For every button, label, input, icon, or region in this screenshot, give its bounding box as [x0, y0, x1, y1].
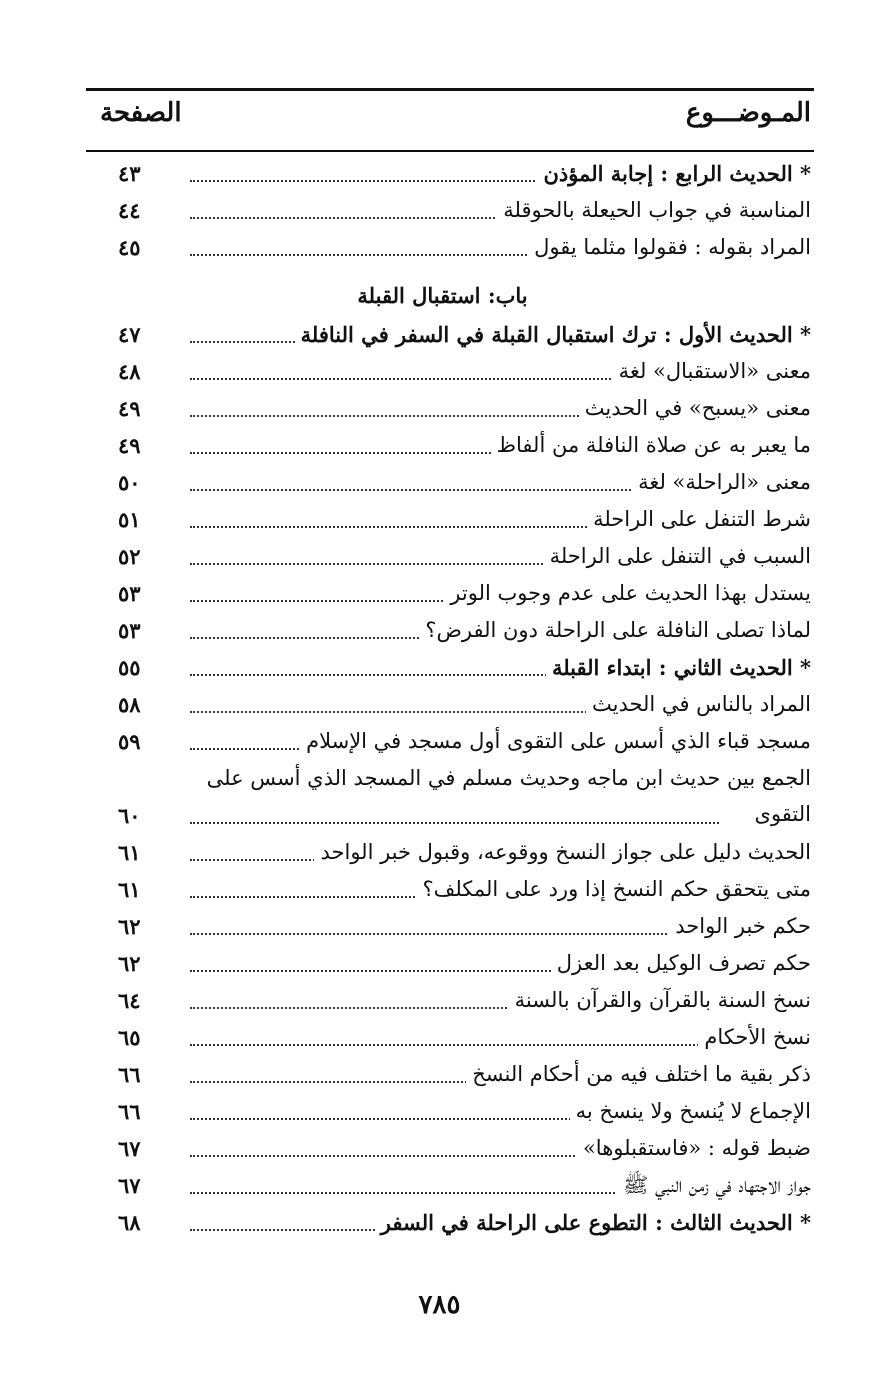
header-top-rule [86, 88, 814, 91]
toc-entry [0, 229, 879, 266]
entry-page-number: ٥٥ [118, 655, 141, 680]
entry-page-number: ٦٢ [118, 951, 141, 976]
toc-entry [0, 612, 879, 649]
toc-entry [0, 538, 879, 575]
entry-title: متى يتحقق حكم النسخ إذا ورد على المكلف؟ [416, 877, 811, 901]
entry-title: حكم تصرف الوكيل بعد العزل [551, 951, 811, 975]
entry-page-number: ٦٥ [118, 1025, 141, 1050]
column-header-page: الصفحة [100, 98, 182, 128]
entry-title: الجمع بين حديث ابن ماجه وحديث مسلم في المسجد الذي أسس على التقوى [206, 766, 811, 826]
entry-title: يستدل بهذا الحديث على عدم وجوب الوتر [444, 581, 811, 605]
entry-title: نسخ السنة بالقرآن والقرآن بالسنة [509, 988, 811, 1012]
entry-page-number: ٥٠ [118, 470, 141, 495]
entry-title: * الحديث الثالث : التطوع على الراحلة في السفر [375, 1210, 811, 1235]
entry-page-number: ٤٥ [118, 235, 141, 260]
entry-title: مسجد قباء الذي أسس على التقوى أول مسجد في الإسلام [300, 729, 811, 753]
entry-title: * الحديث الأول : ترك استقبال القبلة في السفر في النافلة [295, 322, 811, 347]
toc-entry [0, 1056, 879, 1093]
column-header-topic: المـوضـــوع [685, 98, 811, 128]
toc-entry [0, 353, 879, 390]
toc-entry [0, 1019, 879, 1056]
entry-page-number: ٥٩ [118, 729, 141, 754]
toc-entry [0, 834, 879, 871]
section-title: باب: استقبال القبلة [351, 283, 527, 308]
toc-entry [0, 1204, 879, 1241]
toc-entry [0, 427, 879, 464]
entry-page-number: ٤٨ [118, 359, 141, 384]
entry-title: جواز الاجتهاد في زمن النبي ﷺ [617, 1173, 811, 1197]
entry-title: شرط التنفل على الراحلة [587, 507, 811, 531]
toc-entry [0, 464, 879, 501]
toc-entry [0, 908, 879, 945]
entry-page-number: ٥٣ [118, 581, 141, 606]
entry-title: المناسبة في جواب الحيعلة بالحوقلة [497, 198, 811, 222]
entry-page-number: ٦٤ [118, 988, 141, 1013]
toc-entry [0, 1093, 879, 1130]
entry-page-number: ٤٣ [118, 161, 141, 186]
entry-page-number: ٥٢ [118, 544, 141, 569]
entry-page-number: ٤٩ [118, 396, 141, 421]
toc-entry [0, 1167, 879, 1204]
toc-entry [0, 871, 879, 908]
toc-entry [0, 649, 879, 686]
entry-title: لماذا تصلى النافلة على الراحلة دون الفرض؟ [419, 618, 811, 642]
toc-entry [0, 723, 879, 760]
entry-title: معنى «الاستقبال» لغة [613, 359, 811, 383]
entry-page-number: ٥٨ [118, 692, 141, 717]
entry-title: حكم خبر الواحد [669, 914, 811, 938]
page-number: ٧٨٥ [418, 1290, 461, 1320]
entry-page-number: ٦١ [118, 877, 141, 902]
entry-page-number: ٥٣ [118, 618, 141, 643]
toc-entry [0, 982, 879, 1019]
entry-page-number: ٦٨ [118, 1210, 141, 1235]
entry-page-number: ٦٧ [118, 1136, 141, 1161]
entry-title: ضبط قوله : «فاستقبلوها» [577, 1136, 811, 1160]
table-of-contents [0, 155, 879, 1241]
entry-title: معنى «الراحلة» لغة [632, 470, 811, 494]
toc-entry [0, 155, 879, 192]
entry-page-number: ٦١ [118, 840, 141, 865]
entry-title: الإجماع لا يُنسخ ولا ينسخ به [570, 1099, 811, 1123]
toc-entry [0, 501, 879, 538]
entry-title: المراد بقوله : فقولوا مثلما يقول [528, 235, 811, 259]
entry-page-number: ٦٦ [118, 1062, 141, 1087]
entry-title: المراد بالناس في الحديث [586, 692, 811, 716]
entry-title: * الحديث الرابع : إجابة المؤذن [537, 161, 811, 186]
header-bottom-rule [86, 150, 814, 152]
entry-title: نسخ الأحكام [698, 1025, 811, 1049]
entry-page-number: ٦٧ [118, 1173, 141, 1198]
entry-page-number: ٦٢ [118, 914, 141, 939]
entry-title: * الحديث الثاني : ابتداء القبلة [546, 655, 811, 680]
entry-page-number: ٦٠ [118, 803, 141, 828]
entry-title: ما يعبر به عن صلاة النافلة من ألفاظ [491, 433, 811, 457]
toc-entry [0, 192, 879, 229]
entry-title: الحديث دليل على جواز النسخ ووقوعه، وقبول خبر الواحد [314, 840, 811, 864]
toc-entry [0, 686, 879, 723]
entry-page-number: ٥١ [118, 507, 141, 532]
entry-page-number: ٤٩ [118, 433, 141, 458]
entry-title: معنى «يسبح» في الحديث [579, 396, 811, 420]
section-heading [0, 266, 879, 316]
entry-page-number: ٤٤ [118, 198, 141, 223]
toc-entry [0, 945, 879, 982]
entry-page-number: ٤٧ [118, 322, 141, 347]
toc-entry [0, 760, 879, 834]
entry-title: ذكر بقية ما اختلف فيه من أحكام النسخ [466, 1062, 811, 1086]
toc-entry [0, 575, 879, 612]
toc-entry [0, 1130, 879, 1167]
toc-entry [0, 390, 879, 427]
entry-page-number: ٦٦ [118, 1099, 141, 1124]
entry-title: السبب في التنفل على الراحلة [544, 544, 811, 568]
